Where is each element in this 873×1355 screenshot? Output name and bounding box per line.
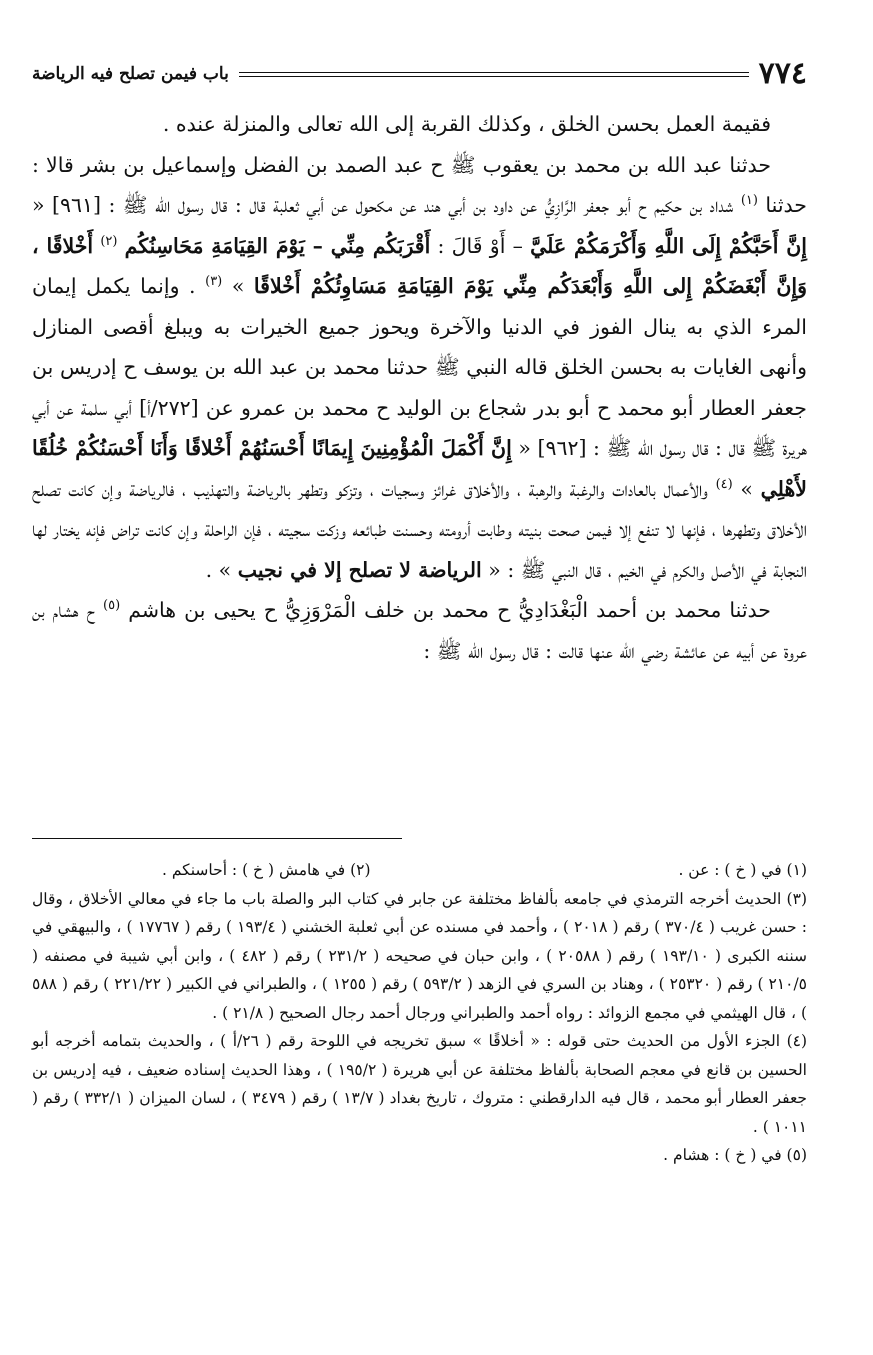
footnote-1: (١) في ( خ ) : عن . (678, 861, 807, 879)
footnote-2: (٢) في هامش ( خ ) : أحاسنكم . (162, 861, 371, 879)
footnote-3: (٣) الحديث أخرجه الترمذي في جامعه بألفاظ مختلفة عن جابر في كتاب البر والصلة باب ما جاء في معالي الأخلاق ، وقال : حسن غريب ( ٣٧٠/٤ ) رقم ( ٢٠١٨ ) ، وأحمد في مسنده عن أبي ثعلبة الخشني ( ١٩٣/٤ ) رقم ( ١٧٧٦٧ ) ، والبيهقي في سننه الكبرى ( ١٩٣/١٠ ) رقم ( ٢٠٥٨٨ ) ، وابن حبان في صحيحه ( ٢٣١/٢ ) رقم ( ٤٨٢ ) ، وابن أبي شيبة في مصنفه ( ٢١٠/٥ ) رقم ( ٢٥٣٢٠ ) ، وهناد بن السري في الزهد ( ٥٩٣/٢ ) رقم ( ١٢٥٥ ) ، والطبراني في الكبير ( ٢٢١/٢٢ ) رقم ( ٥٨٨ ) ، قال الهيثمي في مجمع الزوائد : رواه أحمد والطبراني ورجال أحمد رجال الصحيح ( ٢١/٨ ) . (32, 889, 808, 1022)
footnote-ref-5: (٥) (103, 598, 121, 614)
text-run: ح هشام بن عروة عن أبيه عن عائشة رضي الله عنها قالت : قال رسول الله ﷺ : (32, 598, 807, 663)
hadith-text: إِنَّ أَحَبَّكُمْ إِلَى اللَّهِ وَأَكْرَمَكُمْ عَلَيَّ (530, 233, 807, 258)
chapter-title: باب فيمن تصلح فيه الرياضة (32, 64, 229, 84)
header-rule (239, 72, 749, 77)
text-run: » (231, 274, 245, 298)
footnote-ref-4: (٤) (715, 476, 733, 492)
text-run: . وإنما يكمل إيمان المرء الذي به ينال الفوز في الدنيا والآخرة ويحوز جميع الخيرات به ويبلغ أقصى المنازل وأنهى الغايات به بحسن الخلق قاله النبي ﷺ حدثنا محمد بن عبد الله بن يوسف ح إدريس بن جعفر العطار أبو محمد ح أبو بدر شجاع بن الوليد ح محمد بن عمرو عن [٢٧٢/أ] أبي سلمة عن أبي هريرة ﷺ قال : قال رسول الله ﷺ : [٩٦٢] « (32, 274, 807, 460)
text-run: شداد بن حكيم ح أبو جعفر الرَّازِيُّ عن داود بن أبي هند عن مكحول عن أبي ثعلبة قال : قال رسول الله ﷺ : [٩٦١] « (32, 193, 734, 217)
paragraph-2 (32, 145, 807, 591)
paragraph-1: فقيمة العمل بحسن الخلق ، وكذلك القربة إلى الله تعالى والمنزلة عنده . (162, 112, 771, 136)
text-run: حدثنا عبد الله بن محمد بن يعقوب ﷺ ح عبد الصمد بن الفضل وإسماعيل بن بشر قالا : حدثنا (32, 152, 807, 217)
text-run: والأعمال بالعادات والرغبة والرهبة ، والأخلاق غرائز وسجيات ، وتزكو وتطهر بالرياضة والتهذيب ، فالرياضة وإن كانت تصلح الأخلاق وتطهرها ، فإنها لا تنفع إلا فيمن صحت بنيته وطابت أرومته وحسنت طبائعه وزكت سجيته ، فإن الراحلة وإن كانت تراض فإنه يختار لها النجابة في الأصل والكرم في الخيم ، قال النبي ﷺ : « (32, 476, 807, 582)
page-number: ٧٧٤ (758, 56, 807, 91)
running-header (32, 52, 807, 96)
main-text (32, 104, 807, 671)
text-run: حدثنا محمد بن أحمد الْبَغْدَادِيُّ ح محمد بن خلف الْمَرْوَزِيُّ ح يحيى بن هاشم (128, 598, 771, 622)
hadith-text: الرياضة لا تصلح إلا في نجيب (237, 557, 482, 582)
footnote-row (32, 856, 807, 885)
page (32, 52, 807, 671)
footnote-5: (٥) في ( خ ) : هشام . (663, 1146, 807, 1164)
footnote-ref-2: (٢) (100, 233, 118, 249)
text-run: » . (205, 557, 232, 582)
hadith-text: أَخْلاقًا ، وَإِنَّ أَبْغَضَكُمْ إِلى اللَّهِ وَأَبْعَدَكُم مِنِّي يَوْمَ القِيَامَةِ مَسَاوِئُكُمْ أَخْلاقًا (32, 233, 807, 298)
paragraph-3 (32, 590, 807, 671)
hadith-text: أَقْرَبَكُم مِنِّي – يَوْمَ القِيَامَةِ مَحَاسِنُكُم (124, 233, 431, 258)
footnote-ref-1: (١) (740, 193, 758, 209)
text-run: – أَوْ قَالَ : (437, 233, 523, 258)
text-run: » (740, 476, 753, 501)
footnotes (32, 856, 807, 1170)
hadith-text: إِنَّ أَكْمَلَ الْمُؤْمِنِينَ إِيمَانًا أَحْسَنُهُمْ أَخْلاقًا وَأَنَا أَحْسَنُكُمْ خُلُقًا لأَهْلِي (32, 436, 807, 501)
footnote-divider (32, 838, 402, 839)
footnote-4: (٤) الجزء الأول من الحديث حتى قوله : « أخلاقًا » سبق تخريجه في اللوحة رقم ( ٢٦/أ ) ، والحديث بتمامه أخرجه أبو الحسين بن قانع في معجم الصحابة بألفاظ مختلفة عن أبي هريرة ( ١٩٥/٢ ) ، وهذا الحديث إسناده ضعيف ، فيه إدريس بن جعفر العطار أبو محمد ، قال فيه الدارقطني : متروك ، تاريخ بغداد ( ١٣/٧ ) رقم ( ٣٤٧٩ ) ، لسان الميزان ( ٣٣٢/١ ) رقم ( ١٠١١ ) . (32, 1032, 808, 1136)
footnote-ref-3: (٣) (205, 274, 223, 290)
